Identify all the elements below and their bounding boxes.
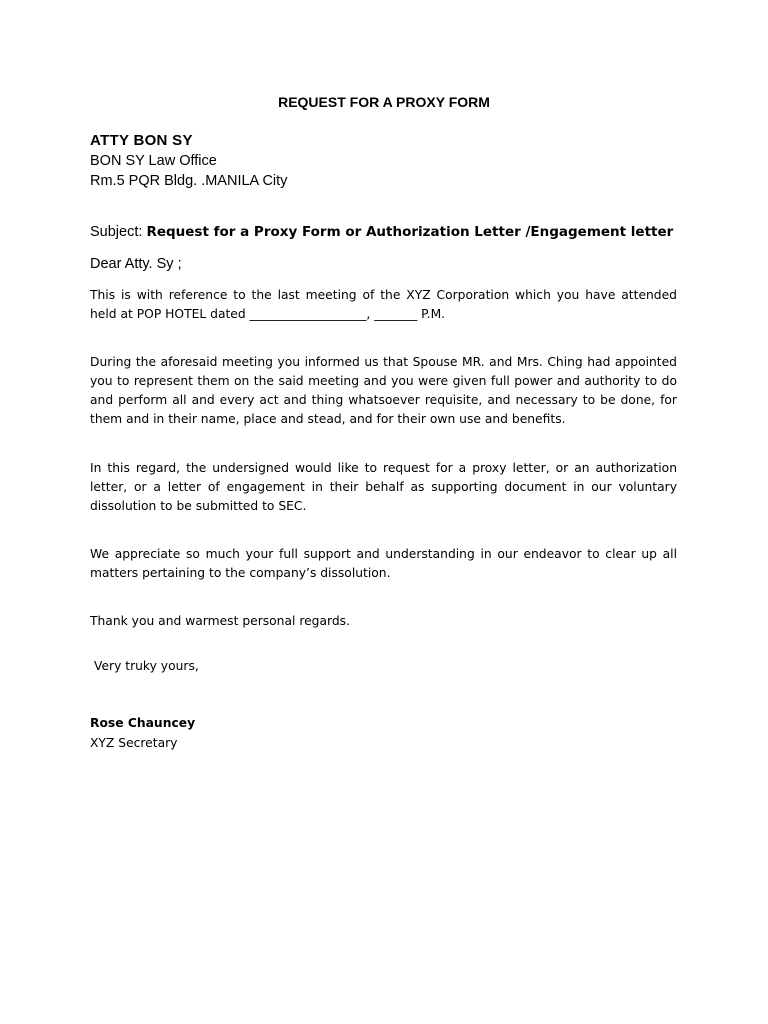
addressee-block xyxy=(90,131,287,191)
signature-block xyxy=(90,713,195,753)
body-paragraph-thanks: Thank you and warmest personal regards. xyxy=(90,614,350,628)
addressee-name: ATTY BON SY xyxy=(90,132,193,149)
document-title: REQUEST FOR A PROXY FORM xyxy=(278,94,490,110)
subject-label: Subject: xyxy=(90,224,143,240)
body-paragraph-meeting: During the aforesaid meeting you informed us that Spouse MR. and Mrs. Ching had appointed you to represent them on the said meeting and you were given full power and authority to do and perform all and every act and thing whatsoever requisite, and necessary to be done, for them and in their name, place and stead, and for their own use and benefits. xyxy=(90,355,677,426)
signer-name: Rose Chauncey xyxy=(90,716,196,730)
closing: Very truky yours, xyxy=(94,659,199,673)
body-paragraph-request: In this regard, the undersigned would like to request for a proxy letter, or an authorization letter, or a letter of engagement in their behalf as supporting document in our voluntary dissolution to be submitted to SEC. xyxy=(90,461,677,513)
body-paragraph-appreciation: We appreciate so much your full support and understanding in our endeavor to clear up all matters pertaining to the company’s dissolution. xyxy=(90,547,677,580)
subject-text: Request for a Proxy Form or Authorization Letter /Engagement letter xyxy=(146,224,674,240)
body-paragraph-reference: This is with reference to the last meeting of the XYZ Corporation which you have attended held at POP HOTEL dated ___________________, _______ P.M. xyxy=(90,288,677,321)
subject-line xyxy=(90,224,673,240)
signer-title: XYZ Secretary xyxy=(90,736,178,750)
addressee-address: Rm.5 PQR Bldg. .MANILA City xyxy=(90,173,288,189)
addressee-office: BON SY Law Office xyxy=(90,153,217,169)
greeting: Dear Atty. Sy ; xyxy=(90,256,182,272)
